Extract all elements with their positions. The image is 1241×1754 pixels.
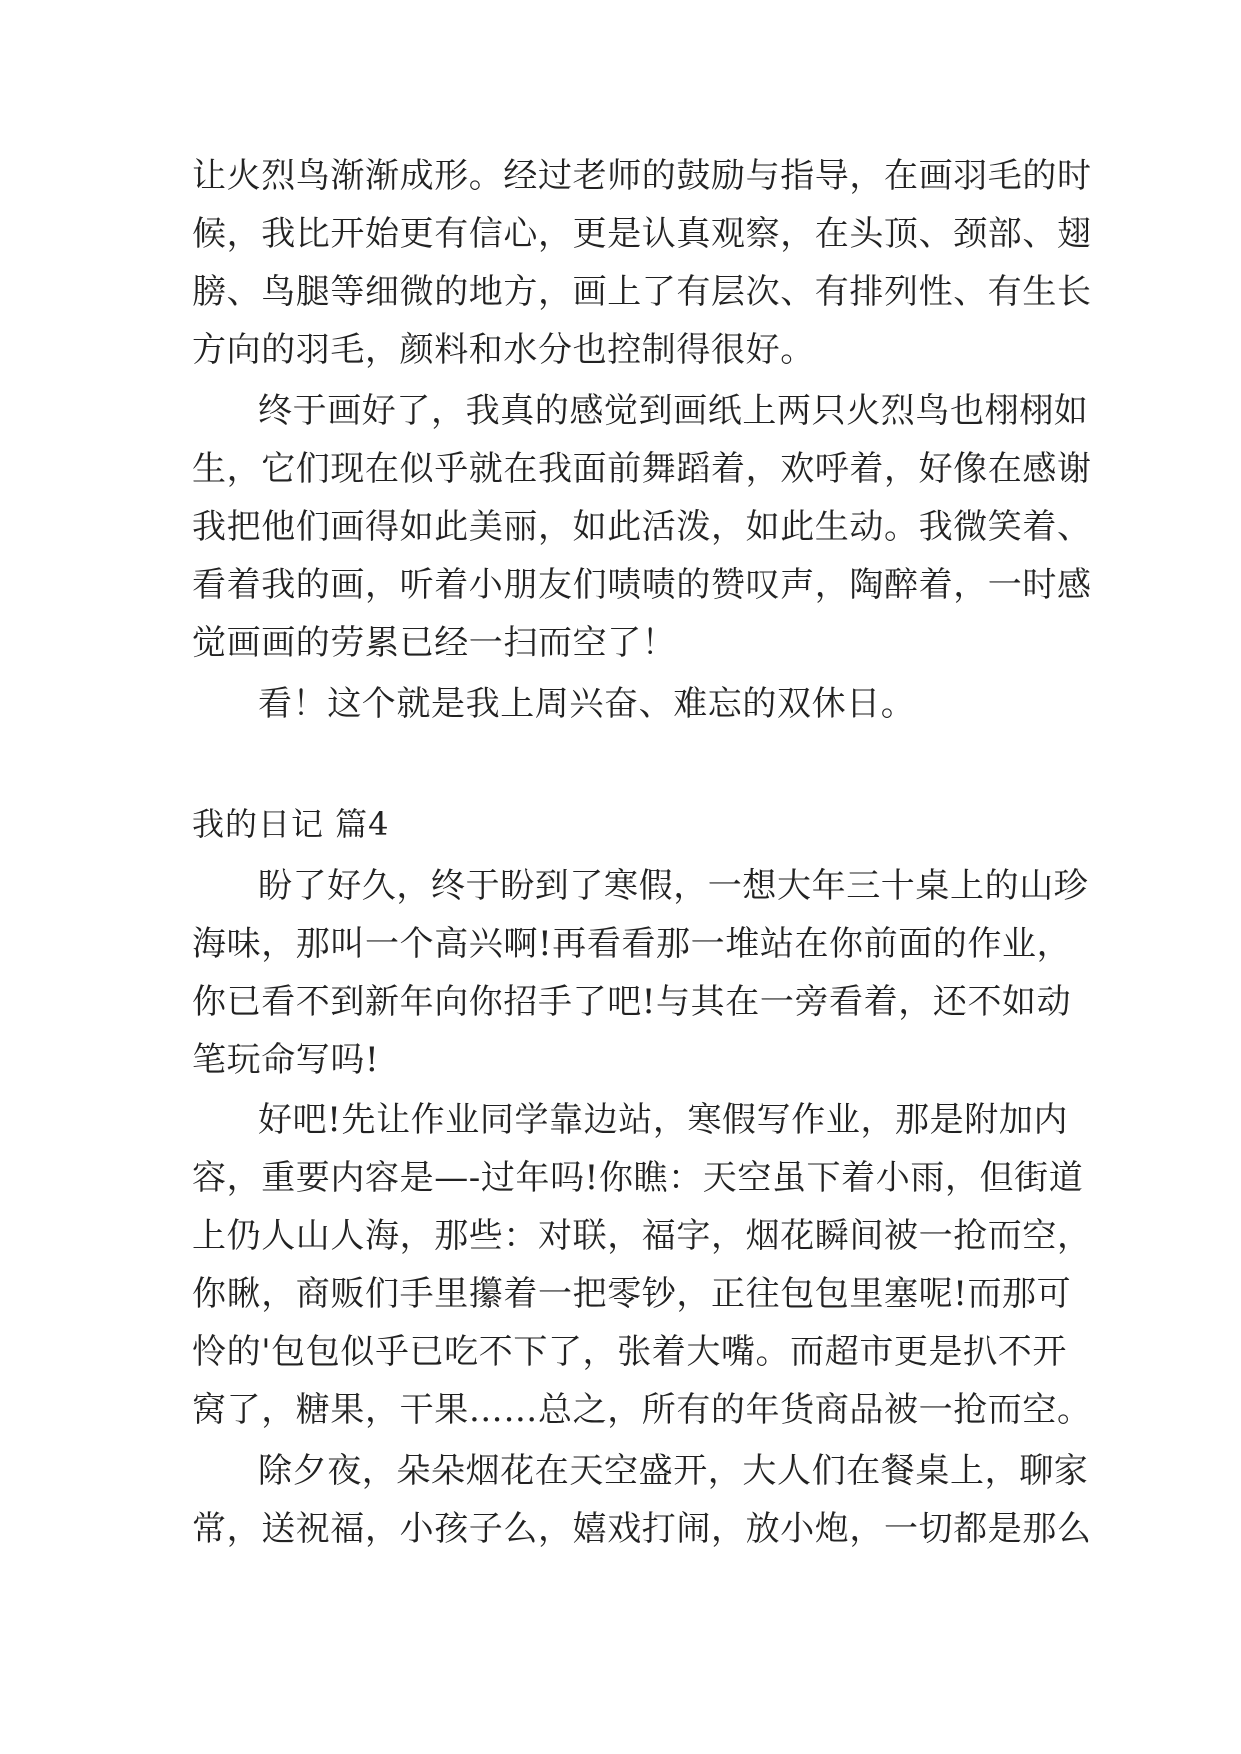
paragraph-line: 方向的羽毛，颜料和水分也控制得很好。 (192, 330, 815, 370)
paragraph-line: 你瞅，商贩们手里攥着一把零钞，正往包包里塞呢!而那可 (192, 1274, 1072, 1314)
section-heading: 我的日记 篇4 (192, 805, 390, 843)
paragraph-line: 除夕夜，朵朵烟花在天空盛开，大人们在餐桌上，聊家 (258, 1451, 1089, 1491)
paragraph-line: 膀、鸟腿等细微的地方，画上了有层次、有排列性、有生长 (192, 272, 1092, 312)
paragraph-line: 好吧!先让作业同学靠边站，寒假写作业，那是附加内 (258, 1100, 1069, 1140)
paragraph-line: 终于画好了，我真的感觉到画纸上两只火烈鸟也栩栩如 (258, 391, 1089, 431)
paragraph-line: 看着我的画，听着小朋友们啧啧的赞叹声，陶醉着，一时感 (192, 565, 1092, 605)
paragraph-line: 海味，那叫一个高兴啊!再看看那一堆站在你前面的作业， (192, 924, 1072, 964)
paragraph-line: 觉画画的劳累已经一扫而空了！ (192, 623, 677, 663)
paragraph-line: 让火烈鸟渐渐成形。经过老师的鼓励与指导，在画羽毛的时 (192, 156, 1092, 196)
paragraph-line: 生，它们现在似乎就在我面前舞蹈着，欢呼着，好像在感谢 (192, 449, 1092, 489)
paragraph-line: 容，重要内容是—-过年吗!你瞧：天空虽下着小雨，但街道 (192, 1158, 1084, 1198)
paragraph-line: 你已看不到新年向你招手了吧!与其在一旁看着，还不如动 (192, 982, 1072, 1022)
paragraph-line: 看！这个就是我上周兴奋、难忘的双休日。 (258, 684, 916, 724)
paragraph-line: 我把他们画得如此美丽，如此活泼，如此生动。我微笑着、 (192, 507, 1092, 547)
paragraph-line: 候，我比开始更有信心，更是认真观察，在头顶、颈部、翅 (192, 214, 1092, 254)
paragraph-line: 怜的'包包似乎已吃不下了，张着大嘴。而超市更是扒不开 (192, 1332, 1067, 1372)
paragraph-line: 上仍人山人海，那些：对联，福字，烟花瞬间被一抢而空， (192, 1216, 1092, 1256)
paragraph-line: 盼了好久，终于盼到了寒假，一想大年三十桌上的山珍 (258, 866, 1089, 906)
paragraph-line: 笔玩命写吗! (192, 1040, 380, 1080)
paragraph-line: 窝了，糖果，干果……总之，所有的年货商品被一抢而空。 (192, 1390, 1092, 1430)
paragraph-line: 常，送祝福，小孩子么，嬉戏打闹，放小炮，一切都是那么 (192, 1509, 1092, 1549)
